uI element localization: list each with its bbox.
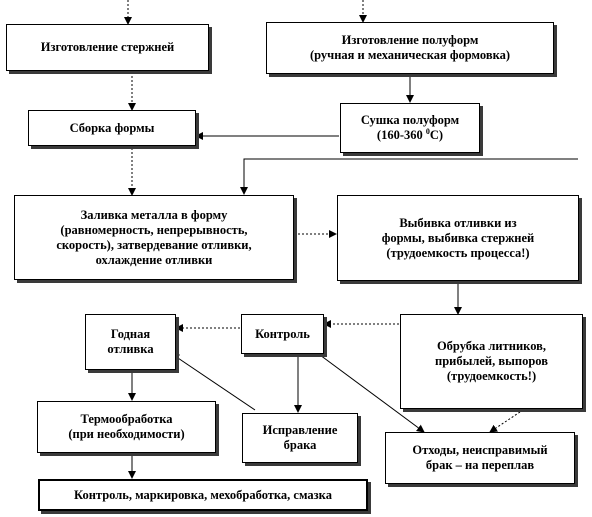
node-waste: Отходы, неисправимый брак – на переплав — [385, 432, 575, 484]
arrow-trimming-to-waste — [490, 412, 520, 432]
node-assembly: Сборка формы — [28, 110, 196, 146]
drying-line2: (160-360 $^0$С) — [376, 126, 444, 142]
node-trimming: Обрубка литников, прибылей, выпоров (трудоемкость!) — [400, 314, 583, 409]
node-control: Контроль — [241, 314, 324, 354]
arrow-return-to-pouring — [244, 159, 578, 194]
drying-degree-sup: 0 — [425, 126, 430, 136]
node-halfmold: Изготовление полуформ (ручная и механическая формовка) — [266, 22, 554, 74]
node-fix: Исправление брака — [242, 413, 358, 463]
node-pouring: Заливка металла в форму (равномерность, непрерывность, скорость), затвердевание отливки, охлаждение отливки — [14, 195, 294, 280]
node-heat: Термообработка (при необходимости) — [37, 401, 216, 453]
node-good: Годная отливка — [85, 314, 176, 370]
node-rods: Изготовление стержней — [6, 24, 209, 71]
node-knockout: Выбивка отливки из формы, выбивка стержней (трудоемкость процесса!) — [337, 195, 579, 281]
node-drying — [340, 103, 480, 153]
node-final: Контроль, маркировка, мехобработка, смазка — [38, 479, 368, 511]
drying-line1: Сушка полуформ — [360, 113, 460, 127]
